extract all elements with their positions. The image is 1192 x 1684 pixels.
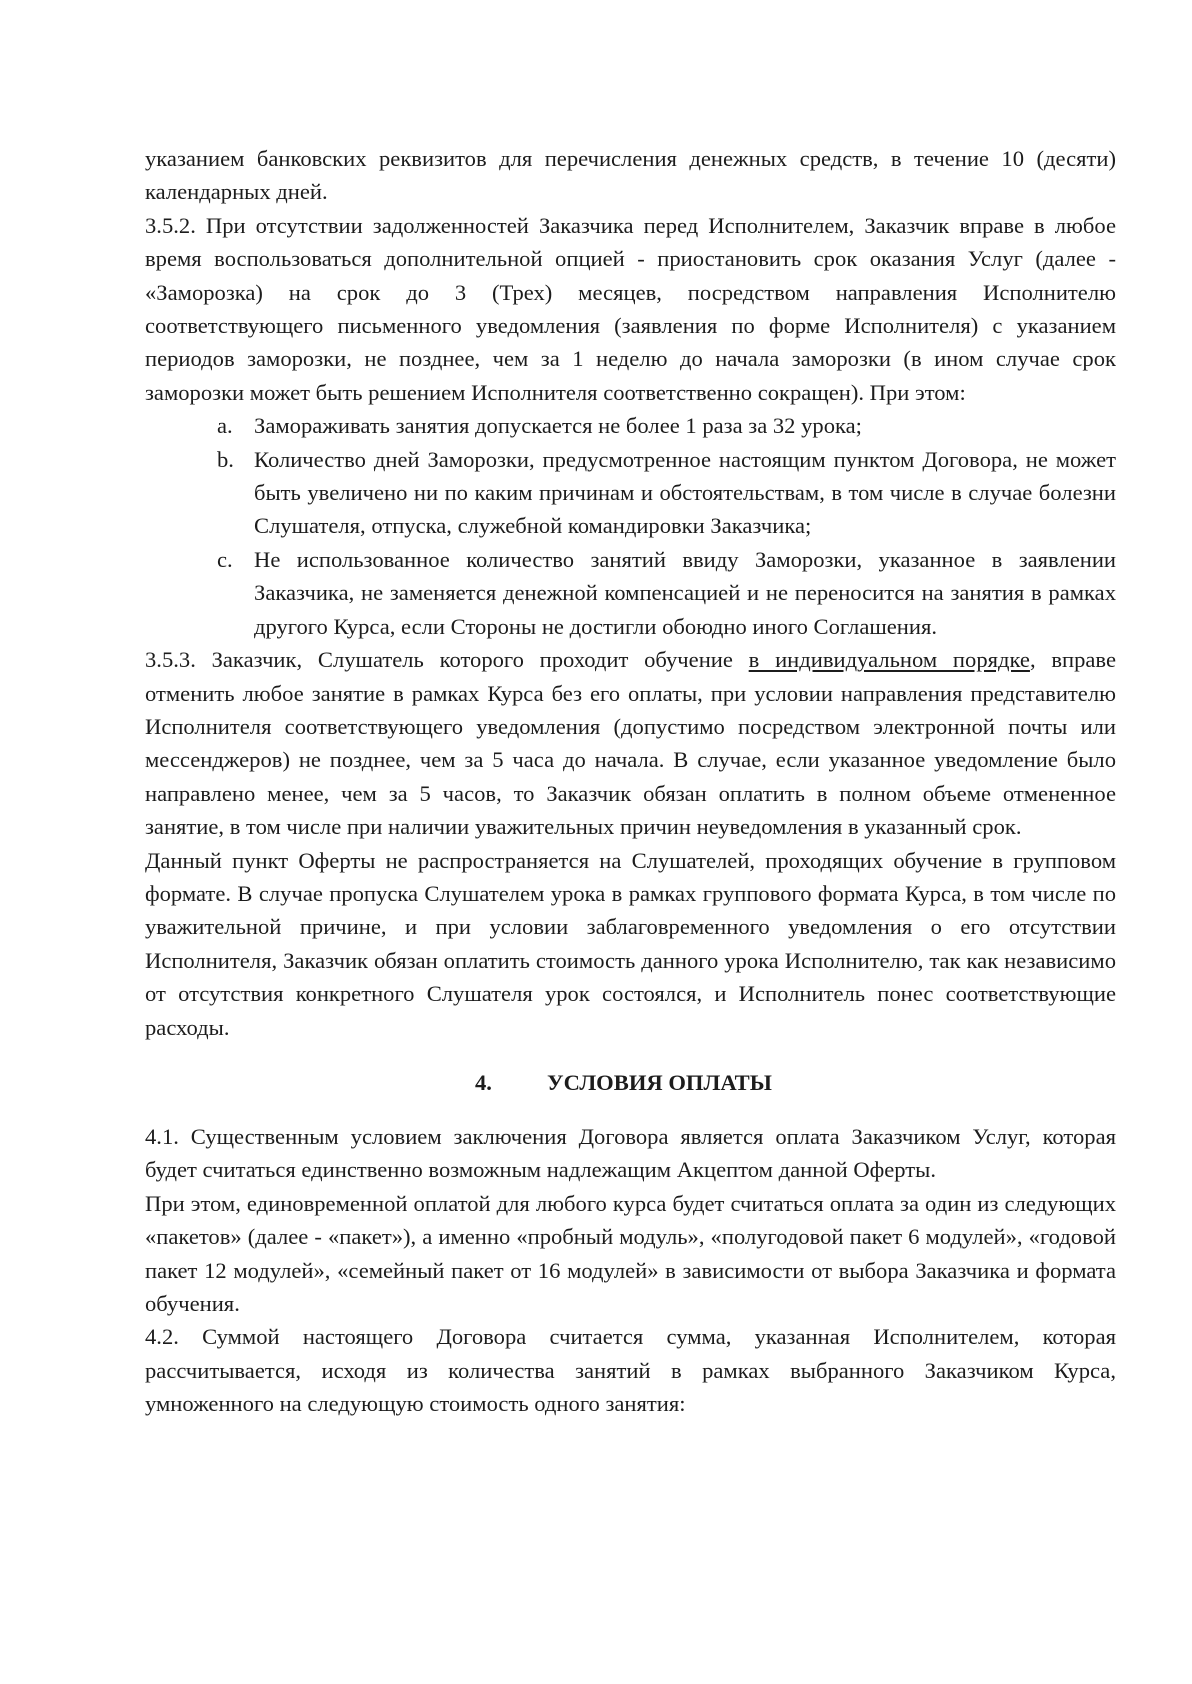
section-heading xyxy=(145,1066,1116,1100)
individual-mode-underlined: в индивидуальном порядке xyxy=(748,647,1030,673)
paragraph-3-5-3-start: 3.5.3. Заказчик, Слушатель которого проходит обучение xyxy=(145,647,749,673)
paragraph-3-5-3 xyxy=(145,643,1116,843)
paragraph-4-2: 4.2. Суммой настоящего Договора считается сумма, указанная Исполнителем, которая рассчитывается, исходя из количества занятий в рамках выбранного Заказчиком Курса, умноженного на следующую стоимость одного занятия: xyxy=(145,1324,1116,1417)
freeze-conditions-list xyxy=(145,409,1116,643)
list-item xyxy=(145,443,1116,543)
paragraph-3-5-3-end: , вправе отменить любое занятие в рамках Курса без его оплаты, при условии направления представителю Исполнителя соответствующего уведомления (допустимо посредством электронной почты или мессенджеров) не позднее, чем за 5 часа до начала. В случае, если указанное уведомление было направлено менее, чем за 5 часов, то Заказчик обязан оплатить в полном объеме отмененное занятие, в том числе при наличии уважительных причин неуведомления в указанный срок. xyxy=(145,647,1117,840)
list-marker: c. xyxy=(217,546,233,572)
paragraph-continuation: указанием банковских реквизитов для перечисления денежных средств, в течение 10 (десяти) календарных дней. xyxy=(145,146,1116,205)
paragraph-group-format: Данный пункт Оферты не распространяется на Слушателей, проходящих обучение в групповом формате. В случае пропуска Слушателем урока в рамках группового формата Курса, в том числе по уважительной причине, и при условии заблаговременного уведомления о его отсутствии Исполнителя, Заказчик обязан оплатить стоимость данного урока Исполнителю, так как независимо от отсутствия конкретного Слушателя урок состоялся, и Исполнитель понес соответствующие расходы. xyxy=(145,847,1116,1040)
section-number: 4. xyxy=(475,1069,492,1095)
list-item-text: Количество дней Заморозки, предусмотренное настоящим пунктом Договора, не может быть увеличено ни по каким причинам и обстоятельствам, в том числе в случае болезни Слушателя, отпуска, служебной командировки Заказчика; xyxy=(254,446,1116,539)
list-item xyxy=(145,543,1116,643)
document-body xyxy=(145,142,1116,1421)
paragraph-3-5-2: 3.5.2. При отсутствии задолженностей Заказчика перед Исполнителем, Заказчик вправе в любое время воспользоваться дополнительной опцией - приостановить срок оказания Услуг (далее - «Заморозка) на срок до 3 (Трех) месяцев, посредством направления Исполнителю соответствующего письменного уведомления (заявления по форме Исполнителя) с указанием периодов заморозки, не позднее, чем за 1 неделю до начала заморозки (в ином случае срок заморозки может быть решением Исполнителя соответственно сокращен). При этом: xyxy=(145,212,1116,405)
list-item-text: Замораживать занятия допускается не более 1 раза за 32 урока; xyxy=(254,413,862,439)
list-marker: b. xyxy=(217,446,234,472)
list-marker: a. xyxy=(217,413,233,439)
list-item-text: Не использованное количество занятий ввиду Заморозки, указанное в заявлении Заказчика, не заменяется денежной компенсацией и не переносится на занятия в рамках другого Курса, если Стороны не достигли обоюдно иного Соглашения. xyxy=(254,546,1116,639)
section-title: УСЛОВИЯ ОПЛАТЫ xyxy=(547,1069,772,1095)
paragraph-4-1-packages: При этом, единовременной оплатой для любого курса будет считаться оплата за один из следующих «пакетов» (далее - «пакет»), а именно «пробный модуль», «полугодовой пакет 6 модулей», «годовой пакет 12 модулей», «семейный пакет от 16 модулей» в зависимости от выбора Заказчика и формата обучения. xyxy=(145,1190,1116,1316)
paragraph-4-1: 4.1. Существенным условием заключения Договора является оплата Заказчиком Услуг, которая будет считаться единственно возможным надлежащим Акцептом данной Оферты. xyxy=(145,1123,1116,1183)
list-item xyxy=(145,409,1116,442)
